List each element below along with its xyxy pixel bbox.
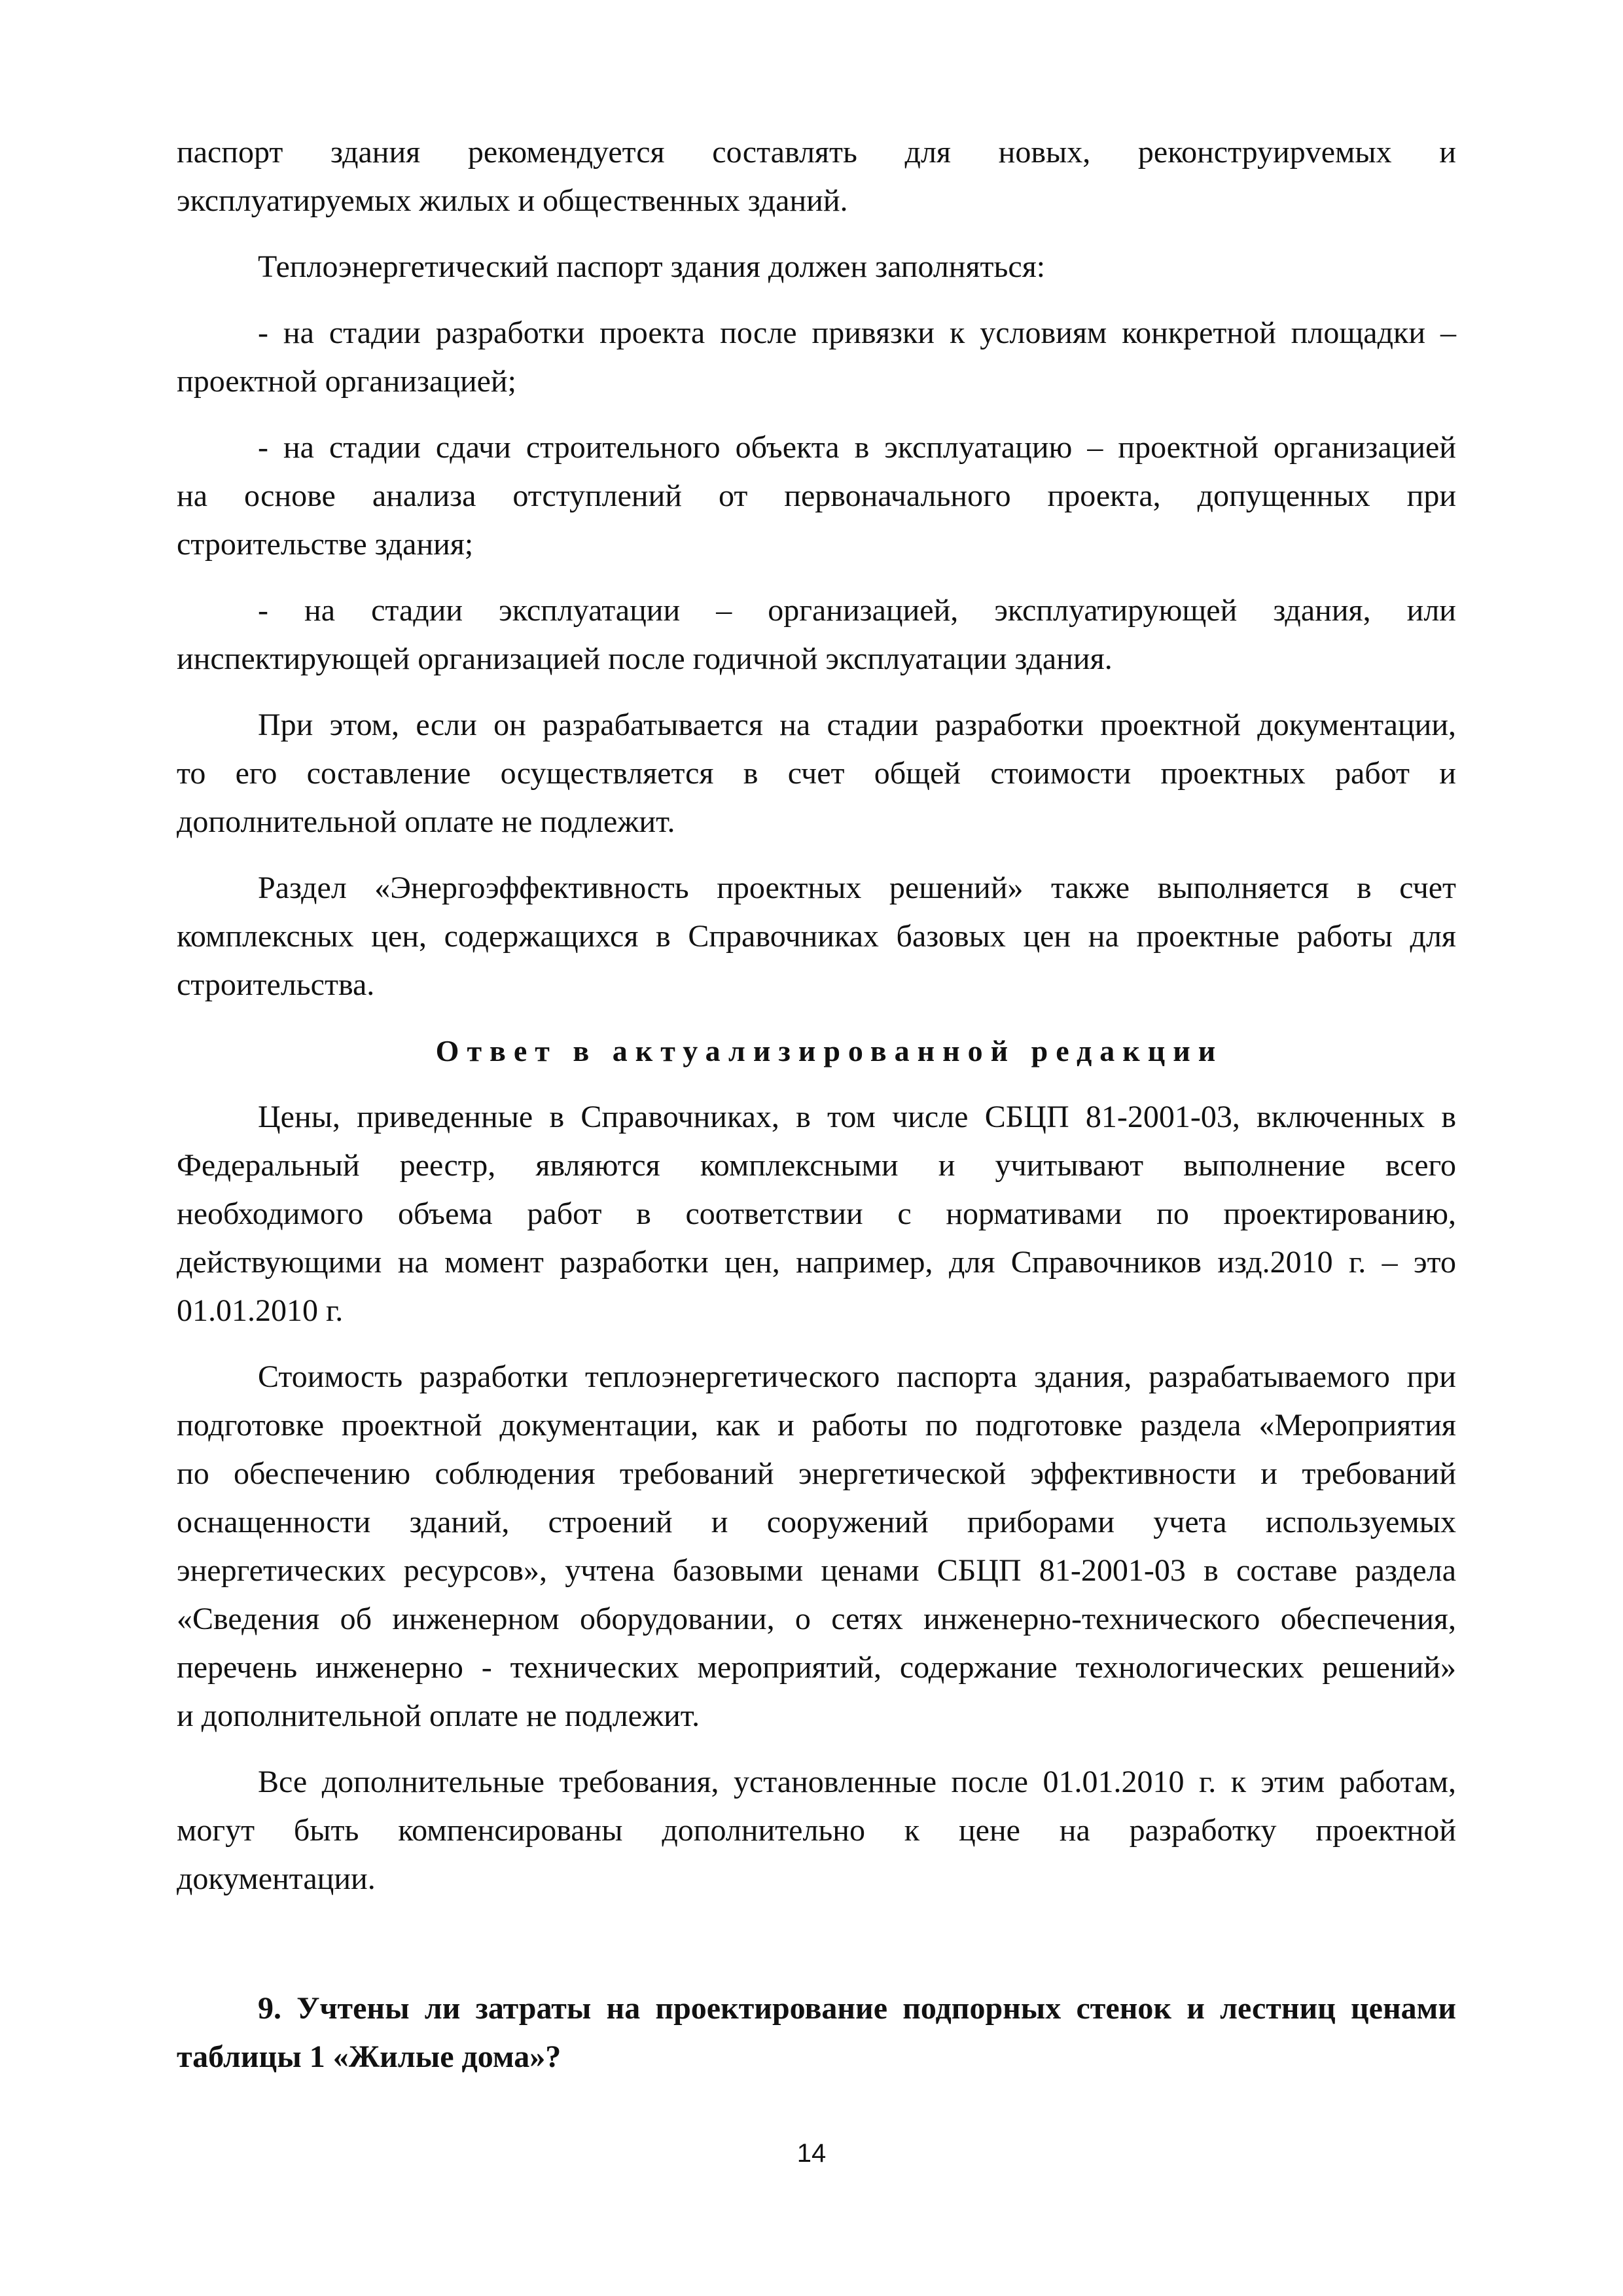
- text-line: Раздел «Энергоэффективность проектных решений» также выполняется в счет: [258, 870, 1456, 905]
- text-line: действующими на момент разработки цен, например, для Справочников изд.2010 г. – это: [177, 1245, 1456, 1280]
- text-line: При этом, если он разрабатывается на стадии разработки проектной документации,: [258, 708, 1456, 742]
- paragraph: [177, 1093, 1456, 1335]
- section-heading: Ответ в актуализированной редакции: [435, 1034, 1224, 1067]
- paragraph: [177, 423, 1456, 569]
- text-line: Федеральный реестр, являются комплексными и учитывают выполнение всего: [177, 1148, 1456, 1183]
- question-heading: [177, 1984, 1456, 2081]
- text-line: энергетических ресурсов», учтена базовыми ценами СБЦП 81-2001-03 в составе раздела: [177, 1553, 1456, 1588]
- text-line: - на стадии разработки проекта после привязки к условиям конкретной площадки –: [258, 315, 1456, 350]
- paragraph: [177, 586, 1456, 683]
- paragraph: [177, 1353, 1456, 1740]
- text-line: и дополнительной оплате не подлежит.: [177, 1698, 700, 1733]
- text-line: комплексных цен, содержащихся в Справочниках базовых цен на проектные работы для: [177, 919, 1456, 954]
- text-line: дополнительной оплате не подлежит.: [177, 804, 675, 839]
- text-line: перечень инженерно - технических мероприятий, содержание технологических решений»: [177, 1650, 1456, 1685]
- text-line: - на стадии сдачи строительного объекта в эксплуатацию – проектной организацией: [258, 430, 1456, 465]
- text-line: по обеспечению соблюдения требований энергетической эффективности и требований: [177, 1456, 1456, 1491]
- text-line: «Сведения об инженерном оборудовании, о сетях инженерно-технического обеспечения,: [177, 1602, 1456, 1636]
- paragraph: [177, 128, 1456, 225]
- paragraph: [177, 701, 1456, 846]
- text-line: строительства.: [177, 967, 375, 1002]
- text-line: Стоимость разработки теплоэнергетического паспорта здания, разрабатываемого при: [258, 1359, 1456, 1394]
- paragraph: [177, 1758, 1456, 1903]
- text-line: 01.01.2010 г.: [177, 1293, 344, 1328]
- text-line: документации.: [177, 1861, 376, 1896]
- text-line: то его составление осуществляется в счет общей стоимости проектных работ и: [177, 756, 1456, 791]
- page-number: 14: [796, 2139, 827, 2168]
- text-line: Все дополнительные требования, установленные после 01.01.2010 г. к этим работам,: [258, 1765, 1456, 1799]
- document-body: [177, 128, 1456, 2081]
- text-line: Цены, приведенные в Справочниках, в том числе СБЦП 81-2001-03, включенных в: [258, 1100, 1456, 1134]
- text-line: строительстве здания;: [177, 527, 474, 562]
- text-line: проектной организацией;: [177, 364, 516, 399]
- text-line: на основе анализа отступлений от первоначального проекта, допущенных при: [177, 478, 1456, 513]
- paragraph: [177, 243, 1456, 291]
- text-line: необходимого объема работ в соответствии с нормативами по проектированию,: [177, 1196, 1456, 1231]
- text-line: - на стадии эксплуатации – организацией, эксплуатирующей здания, или: [258, 593, 1456, 628]
- text-line: инспектирующей организацией после годичной эксплуатации здания.: [177, 641, 1113, 676]
- text-line: могут быть компенсированы дополнительно к цене на разработку проектной: [177, 1813, 1456, 1848]
- paragraph: [177, 309, 1456, 406]
- text-line: Теплоэнергетический паспорт здания должен заполняться:: [258, 249, 1046, 284]
- text-line: эксплуатируемых жилых и общественных зданий.: [177, 183, 848, 218]
- text-line: оснащенности зданий, строений и сооружений приборами учета используемых: [177, 1505, 1456, 1539]
- text-line: подготовке проектной документации, как и работы по подготовке раздела «Мероприятия: [177, 1408, 1456, 1443]
- text-line: таблицы 1 «Жилые дома»?: [177, 2039, 562, 2074]
- text-line: 9. Учтены ли затраты на проектирование подпорных стенок и лестниц ценами: [258, 1991, 1456, 2026]
- paragraph: [177, 864, 1456, 1009]
- text-line: паспорт здания рекомендуется составлять для новых, реконструирvемых и: [177, 135, 1456, 170]
